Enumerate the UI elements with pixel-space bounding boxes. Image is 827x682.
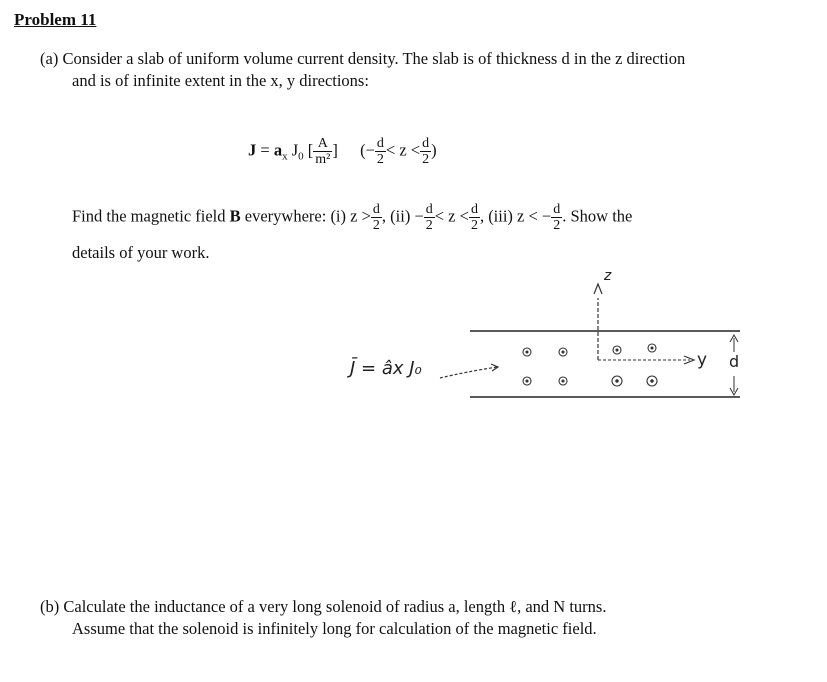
z-axis-label: z	[604, 268, 612, 284]
eq-unit-vector: a	[273, 140, 283, 160]
eq-range-close: )	[431, 140, 437, 160]
current-dot-center	[562, 351, 564, 353]
z-axis-arrow	[594, 284, 602, 294]
eq-bracket-left: [	[303, 140, 314, 160]
part-b-text-1: Calculate the inductance of a very long solenoid of radius a, length ℓ, and N turns.	[63, 597, 607, 616]
find-field-line: Find the magnetic field B everywhere: (i) z > $\frac{d}{2}$ , (ii) − $\frac{d}{2}$ < z < $\frac{d}{2}$ , (iii) z < − $\frac{d}{2}$ . Show the	[72, 202, 633, 233]
eq-range-frac-1: $\frac{d}{2}$	[376, 136, 384, 167]
eq-units-num: A	[313, 136, 332, 152]
part-a-text-1: Consider a slab of uniform volume current density. The slab is of thickness d in the z direction	[62, 49, 686, 68]
part-b-line-1	[40, 596, 606, 618]
current-dot-center	[651, 347, 653, 349]
part-b-line-2: Assume that the solenoid is infinitely long for calculation of the magnetic field.	[72, 619, 597, 638]
current-dot-center	[562, 380, 564, 382]
eq-unit-vector-sub: x	[282, 150, 288, 163]
current-dot-center	[616, 349, 618, 351]
frac-case-2b: $\frac{d}{2}$	[470, 202, 478, 233]
eq-J0: J	[287, 140, 299, 160]
part-a-line-2: and is of infinite extent in the x, y directions:	[72, 71, 369, 90]
eq-equals: =	[256, 140, 274, 160]
problem-title: Problem 11	[14, 10, 97, 29]
current-dot-center	[651, 380, 653, 382]
sketch-current-label: J̄ = âx J₀	[350, 358, 422, 379]
part-b-label: (b)	[40, 597, 60, 616]
eq-J: J	[248, 140, 257, 160]
pointer-arrow-line	[440, 367, 497, 378]
eq-range-mid: < z <	[385, 140, 421, 160]
eq-range-open: (−	[360, 140, 375, 160]
current-dot-center	[526, 351, 528, 353]
eq-J0-sub: 0	[298, 150, 304, 163]
frac-case-1: $\frac{d}{2}$	[372, 202, 380, 233]
frac-case-2a: $\frac{d}{2}$	[425, 202, 433, 233]
eq-range-frac-2: $\frac{d}{2}$	[422, 136, 430, 167]
frac-case-3: $\frac{d}{2}$	[553, 202, 561, 233]
field-B: B	[229, 206, 241, 226]
current-dots	[523, 344, 657, 386]
eq-units-den: m²	[315, 152, 331, 167]
thickness-label: d	[729, 352, 740, 371]
part-a-label: (a)	[40, 49, 59, 68]
y-axis-label: y	[697, 350, 708, 370]
current-dot-center	[526, 380, 528, 382]
eq-bracket-right: ]	[332, 140, 338, 160]
details-line: details of your work.	[72, 243, 210, 262]
current-dot-center	[616, 380, 618, 382]
